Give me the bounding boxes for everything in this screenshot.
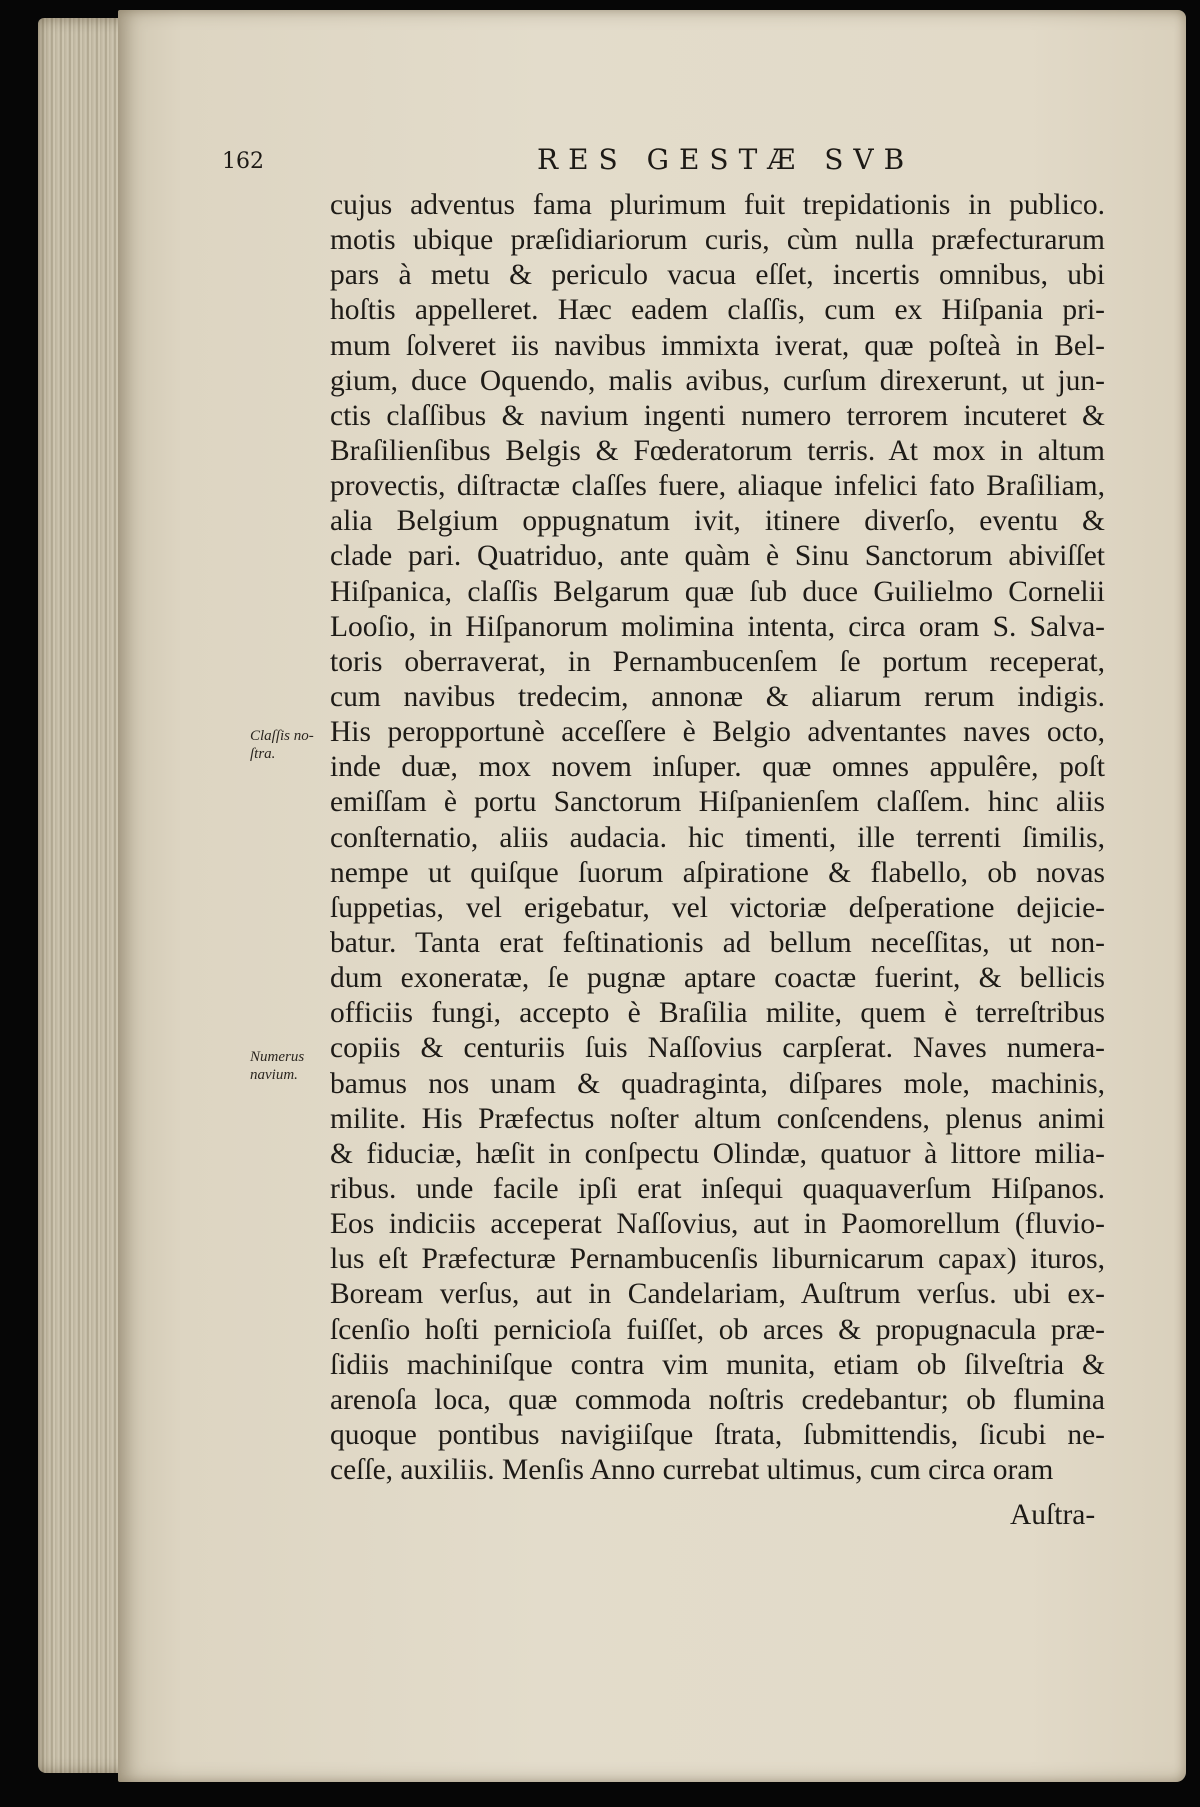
catchword: Auſtra- — [1010, 1499, 1096, 1531]
text-line: ſidiis machiniſque contra vim munita, etiam ob ſilveſtria & — [330, 1348, 1105, 1381]
text-line: & fiduciæ, hæſit in conſpectu Olindæ, quatuor à littore milia- — [330, 1137, 1105, 1170]
text-line: gium, duce Oquendo, malis avibus, curſum direxerunt, ut jun- — [330, 364, 1105, 397]
text-line: ſuppetias, vel erigebatur, vel victoriæ deſperatione dejicie- — [330, 891, 1105, 924]
text-line: ceſſe, auxiliis. Menſis Anno currebat ultimus, cum circa oram — [330, 1454, 1054, 1487]
text-line: Eos indiciis acceperat Naſſovius, aut in Paomorellum (fluvio- — [330, 1208, 1105, 1241]
text-line: lus eſt Præfecturæ Pernambucenſis liburnicarum capax) ituros, — [330, 1243, 1105, 1276]
text-line: copiis & centuriis ſuis Naſſovius carpſerat. Naves numera- — [330, 1032, 1105, 1065]
margin-note-line: Numerus — [250, 1049, 305, 1065]
text-line: cujus adventus fama plurimum fuit trepidationis in publico. — [330, 189, 1105, 221]
text-line: mum ſolveret iis navibus immixta iverat, quæ poſteà in Bel- — [330, 329, 1105, 362]
text-line: officiis fungi, accepto è Braſilia milite, quem è terreſtribus — [330, 997, 1105, 1030]
text-line: Braſilienſibus Belgis & Fœderatorum terris. At mox in altum — [330, 434, 1105, 467]
text-line: alia Belgium oppugnatum ivit, itinere diverſo, eventu & — [330, 505, 1105, 538]
text-line: motis ubique præſidiariorum curis, cùm nulla præfecturarum — [330, 224, 1105, 257]
text-line: ribus. unde facile ipſi erat inſequi quaquaverſum Hiſpanos. — [330, 1172, 1105, 1205]
text-line: emiſſam è portu Sanctorum Hiſpanienſem claſſem. hinc aliis — [330, 786, 1105, 819]
margin-note-line: ſtra. — [250, 746, 276, 762]
margin-note-line: Claſſis no- — [250, 728, 314, 744]
text-line: Looſio, in Hiſpanorum molimina intenta, circa oram S. Salva- — [330, 610, 1105, 643]
text-line: quoque pontibus navigiiſque ſtrata, ſubmittendis, ſicubi ne- — [330, 1418, 1105, 1451]
text-line: dum exoneratæ, ſe pugnæ aptare coactæ fuerint, & bellicis — [330, 962, 1105, 995]
page-number: 162 — [222, 149, 264, 174]
text-line: His peropportunè acceſſere è Belgio adventantes naves octo, — [330, 716, 1105, 749]
text-line: ctis claſſibus & navium ingenti numero terrorem incuteret & — [330, 399, 1105, 432]
page-header — [222, 143, 922, 183]
text-line: conſternatio, aliis audacia. hic timenti, ille terrenti ſimilis, — [330, 821, 1105, 854]
text-line: Hiſpanica, claſſis Belgarum quæ ſub duce Guilielmo Cornelii — [330, 575, 1105, 608]
body-text — [330, 188, 1105, 1488]
text-line: hoſtis appelleret. Hæc eadem claſſis, cum ex Hiſpania pri- — [330, 294, 1105, 327]
text-line: toris oberraverat, in Pernambucenſem ſe portum receperat, — [330, 645, 1105, 678]
text-line: pars à metu & periculo vacua eſſet, incertis omnibus, ubi — [330, 259, 1105, 292]
text-line: arenoſa loca, quæ commoda noſtris credebantur; ob flumina — [330, 1383, 1105, 1416]
text-line: nempe ut quiſque ſuorum aſpiratione & flabello, ob novas — [330, 856, 1105, 889]
margin-note — [250, 727, 314, 763]
text-line: bamus nos unam & quadraginta, diſpares mole, machinis, — [330, 1067, 1105, 1100]
text-line: milite. His Præfectus noſter altum conſcendens, plenus animi — [330, 1102, 1105, 1135]
running-head: RES GESTÆ SVB — [537, 143, 915, 176]
text-line: cum navibus tredecim, annonæ & aliarum rerum indigis. — [330, 680, 1105, 713]
margin-note-line: navium. — [250, 1067, 298, 1083]
text-line: ſcenſio hoſti pernicioſa fuiſſet, ob arces & propugnacula præ- — [330, 1313, 1105, 1346]
text-line: clade pari. Quatriduo, ante quàm è Sinu Sanctorum abiviſſet — [330, 540, 1105, 573]
margin-note — [250, 1048, 304, 1084]
text-line: provectis, diſtractæ claſſes fuere, aliaque infelici fato Braſiliam, — [330, 470, 1105, 503]
text-line: inde duæ, mox novem inſuper. quæ omnes appulêre, poſt — [330, 751, 1105, 784]
text-line: batur. Tanta erat feſtinationis ad bellum neceſſitas, ut non- — [330, 926, 1105, 959]
text-line: Boream verſus, aut in Candelariam, Auſtrum verſus. ubi ex- — [330, 1278, 1105, 1311]
